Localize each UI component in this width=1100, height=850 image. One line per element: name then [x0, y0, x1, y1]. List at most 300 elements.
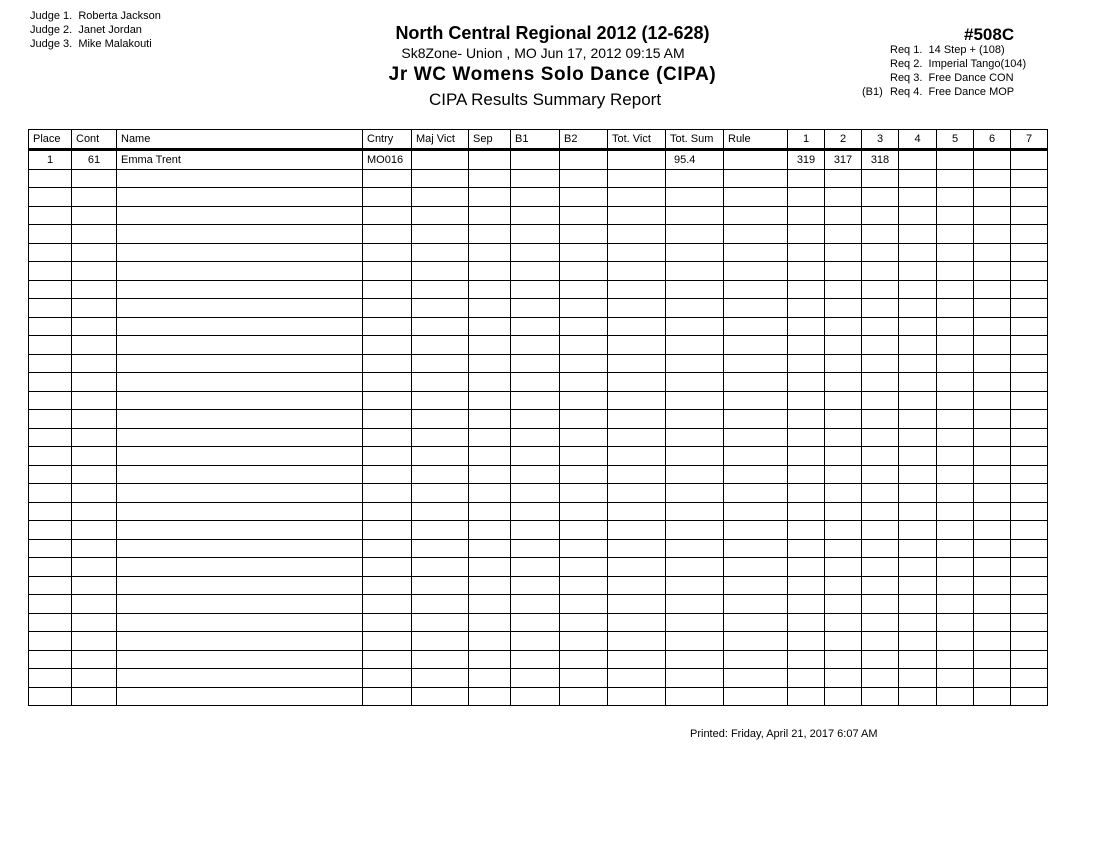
empty-cell	[363, 650, 412, 669]
empty-cell	[937, 317, 974, 336]
empty-cell	[608, 169, 666, 188]
empty-cell	[469, 188, 511, 207]
table-row-empty	[29, 502, 1048, 521]
empty-cell	[608, 484, 666, 503]
col-judge-6: 6	[974, 130, 1011, 150]
table-row-empty	[29, 632, 1048, 651]
empty-cell	[511, 225, 560, 244]
empty-cell	[363, 465, 412, 484]
empty-cell	[825, 650, 862, 669]
empty-cell	[117, 391, 363, 410]
empty-cell	[29, 521, 72, 540]
empty-cell	[974, 669, 1011, 688]
empty-cell	[511, 447, 560, 466]
empty-cell	[469, 206, 511, 225]
empty-cell	[412, 225, 469, 244]
empty-cell	[899, 336, 937, 355]
empty-cell	[608, 354, 666, 373]
empty-cell	[862, 502, 899, 521]
empty-cell	[72, 465, 117, 484]
empty-cell	[412, 502, 469, 521]
table-row-empty	[29, 225, 1048, 244]
empty-cell	[117, 687, 363, 706]
empty-cell	[363, 576, 412, 595]
empty-cell	[511, 613, 560, 632]
empty-cell	[560, 447, 608, 466]
empty-cell	[1011, 632, 1048, 651]
empty-cell	[469, 428, 511, 447]
cell-place: 1	[29, 150, 72, 170]
empty-cell	[724, 502, 788, 521]
empty-cell	[788, 650, 825, 669]
empty-cell	[666, 576, 724, 595]
empty-cell	[117, 243, 363, 262]
cell-judge-1: 319	[788, 150, 825, 170]
requirement-4: (B1) Req 4. Free Dance MOP	[862, 86, 1015, 98]
empty-cell	[412, 391, 469, 410]
requirement-2: Req 2. Imperial Tango(104)	[890, 58, 1027, 70]
empty-cell	[560, 484, 608, 503]
empty-cell	[666, 206, 724, 225]
empty-cell	[363, 428, 412, 447]
empty-cell	[29, 336, 72, 355]
empty-cell	[899, 391, 937, 410]
col-judge-3: 3	[862, 130, 899, 150]
empty-cell	[412, 687, 469, 706]
empty-cell	[1011, 447, 1048, 466]
empty-cell	[1011, 336, 1048, 355]
empty-cell	[363, 299, 412, 318]
empty-cell	[608, 428, 666, 447]
judge-2: Judge 2. Janet Jordan	[30, 24, 142, 36]
empty-cell	[469, 576, 511, 595]
empty-cell	[825, 595, 862, 614]
empty-cell	[560, 558, 608, 577]
empty-cell	[72, 391, 117, 410]
empty-cell	[862, 262, 899, 281]
empty-cell	[862, 558, 899, 577]
empty-cell	[72, 613, 117, 632]
cell-judge-5	[937, 150, 974, 170]
empty-cell	[412, 447, 469, 466]
empty-cell	[724, 687, 788, 706]
empty-cell	[862, 336, 899, 355]
table-row-empty	[29, 650, 1048, 669]
empty-cell	[724, 280, 788, 299]
empty-cell	[788, 669, 825, 688]
empty-cell	[974, 613, 1011, 632]
empty-cell	[1011, 687, 1048, 706]
empty-cell	[724, 354, 788, 373]
table-row-empty	[29, 354, 1048, 373]
empty-cell	[862, 595, 899, 614]
empty-cell	[937, 243, 974, 262]
empty-cell	[117, 576, 363, 595]
empty-cell	[560, 613, 608, 632]
empty-cell	[469, 336, 511, 355]
empty-cell	[937, 595, 974, 614]
empty-cell	[899, 576, 937, 595]
empty-cell	[117, 521, 363, 540]
empty-cell	[117, 373, 363, 392]
empty-cell	[72, 484, 117, 503]
requirements-list	[862, 43, 1026, 99]
empty-cell	[666, 613, 724, 632]
empty-cell	[608, 595, 666, 614]
empty-cell	[974, 465, 1011, 484]
empty-cell	[937, 539, 974, 558]
empty-cell	[899, 484, 937, 503]
empty-cell	[825, 502, 862, 521]
empty-cell	[899, 206, 937, 225]
empty-cell	[666, 687, 724, 706]
empty-cell	[974, 225, 1011, 244]
empty-cell	[117, 206, 363, 225]
empty-cell	[511, 576, 560, 595]
empty-cell	[724, 447, 788, 466]
cell-cont: 61	[72, 150, 117, 170]
empty-cell	[29, 206, 72, 225]
empty-cell	[560, 354, 608, 373]
empty-cell	[788, 558, 825, 577]
empty-cell	[72, 669, 117, 688]
empty-cell	[899, 558, 937, 577]
table-row-empty	[29, 262, 1048, 281]
empty-cell	[29, 428, 72, 447]
empty-cell	[560, 428, 608, 447]
empty-cell	[560, 225, 608, 244]
empty-cell	[29, 280, 72, 299]
empty-cell	[469, 410, 511, 429]
table-row-empty	[29, 484, 1048, 503]
empty-cell	[724, 595, 788, 614]
empty-cell	[899, 447, 937, 466]
empty-cell	[974, 299, 1011, 318]
col-judge-1: 1	[788, 130, 825, 150]
empty-cell	[825, 521, 862, 540]
cell-judge-2: 317	[825, 150, 862, 170]
col-cntry: Cntry	[363, 130, 412, 150]
empty-cell	[72, 225, 117, 244]
col-tot-vict: Tot. Vict	[608, 130, 666, 150]
judge-3: Judge 3. Mike Malakouti	[30, 38, 152, 50]
empty-cell	[511, 428, 560, 447]
empty-cell	[862, 410, 899, 429]
empty-cell	[469, 465, 511, 484]
empty-cell	[608, 502, 666, 521]
empty-cell	[825, 410, 862, 429]
empty-cell	[899, 465, 937, 484]
empty-cell	[412, 336, 469, 355]
empty-cell	[788, 576, 825, 595]
empty-cell	[511, 206, 560, 225]
empty-cell	[608, 632, 666, 651]
cell-judge-4	[899, 150, 937, 170]
col-judge-7: 7	[1011, 130, 1048, 150]
empty-cell	[666, 317, 724, 336]
empty-cell	[825, 299, 862, 318]
empty-cell	[511, 243, 560, 262]
empty-cell	[560, 632, 608, 651]
empty-cell	[363, 447, 412, 466]
empty-cell	[1011, 595, 1048, 614]
empty-cell	[412, 188, 469, 207]
empty-cell	[825, 558, 862, 577]
empty-cell	[825, 280, 862, 299]
empty-cell	[72, 373, 117, 392]
empty-cell	[862, 687, 899, 706]
empty-cell	[608, 188, 666, 207]
empty-cell	[117, 410, 363, 429]
empty-cell	[608, 558, 666, 577]
empty-cell	[724, 558, 788, 577]
empty-cell	[724, 539, 788, 558]
empty-cell	[788, 206, 825, 225]
empty-cell	[469, 391, 511, 410]
empty-cell	[511, 317, 560, 336]
empty-cell	[862, 354, 899, 373]
empty-cell	[412, 410, 469, 429]
empty-cell	[1011, 262, 1048, 281]
empty-cell	[937, 225, 974, 244]
empty-cell	[469, 447, 511, 466]
empty-cell	[899, 502, 937, 521]
empty-cell	[974, 650, 1011, 669]
empty-cell	[899, 280, 937, 299]
empty-cell	[937, 521, 974, 540]
empty-cell	[1011, 502, 1048, 521]
empty-cell	[974, 262, 1011, 281]
empty-cell	[560, 280, 608, 299]
empty-cell	[937, 391, 974, 410]
empty-cell	[724, 225, 788, 244]
empty-cell	[560, 262, 608, 281]
empty-cell	[724, 613, 788, 632]
col-tot-sum: Tot. Sum	[666, 130, 724, 150]
empty-cell	[363, 225, 412, 244]
empty-cell	[412, 243, 469, 262]
empty-cell	[72, 539, 117, 558]
empty-cell	[560, 576, 608, 595]
empty-cell	[117, 336, 363, 355]
empty-cell	[724, 632, 788, 651]
empty-cell	[825, 354, 862, 373]
empty-cell	[608, 206, 666, 225]
empty-cell	[29, 391, 72, 410]
empty-cell	[937, 465, 974, 484]
table-row-empty	[29, 595, 1048, 614]
empty-cell	[937, 669, 974, 688]
empty-cell	[363, 354, 412, 373]
table-row-empty	[29, 521, 1048, 540]
empty-cell	[724, 650, 788, 669]
empty-cell	[363, 373, 412, 392]
empty-cell	[862, 243, 899, 262]
empty-cell	[412, 280, 469, 299]
empty-cell	[117, 595, 363, 614]
empty-cell	[666, 484, 724, 503]
empty-cell	[469, 354, 511, 373]
empty-cell	[1011, 576, 1048, 595]
empty-cell	[825, 428, 862, 447]
empty-cell	[788, 687, 825, 706]
empty-cell	[72, 650, 117, 669]
empty-cell	[117, 317, 363, 336]
empty-cell	[724, 262, 788, 281]
empty-cell	[560, 539, 608, 558]
table-row-empty	[29, 410, 1048, 429]
col-judge-5: 5	[937, 130, 974, 150]
empty-cell	[788, 391, 825, 410]
empty-cell	[1011, 354, 1048, 373]
empty-cell	[899, 410, 937, 429]
empty-cell	[666, 262, 724, 281]
empty-cell	[72, 243, 117, 262]
empty-cell	[974, 206, 1011, 225]
empty-cell	[666, 299, 724, 318]
empty-cell	[560, 243, 608, 262]
empty-cell	[937, 373, 974, 392]
empty-cell	[511, 650, 560, 669]
empty-cell	[608, 225, 666, 244]
empty-cell	[666, 336, 724, 355]
empty-cell	[72, 632, 117, 651]
empty-cell	[72, 687, 117, 706]
empty-cell	[1011, 225, 1048, 244]
cell-name: Emma Trent	[117, 150, 363, 170]
empty-cell	[469, 169, 511, 188]
empty-cell	[862, 373, 899, 392]
empty-cell	[511, 188, 560, 207]
empty-cell	[29, 262, 72, 281]
empty-cell	[862, 650, 899, 669]
report-title: CIPA Results Summary Report	[428, 90, 662, 109]
empty-cell	[937, 188, 974, 207]
empty-cell	[560, 373, 608, 392]
table-row-empty	[29, 391, 1048, 410]
empty-cell	[469, 595, 511, 614]
table-row-empty	[29, 317, 1048, 336]
empty-cell	[666, 354, 724, 373]
empty-cell	[29, 595, 72, 614]
printed-timestamp: Printed: Friday, April 21, 2017 6:07 AM	[690, 728, 878, 740]
empty-cell	[788, 225, 825, 244]
empty-cell	[899, 354, 937, 373]
empty-cell	[899, 650, 937, 669]
empty-cell	[560, 410, 608, 429]
empty-cell	[899, 521, 937, 540]
table-row-empty	[29, 428, 1048, 447]
col-maj-vict: Maj Vict	[412, 130, 469, 150]
empty-cell	[974, 632, 1011, 651]
empty-cell	[363, 206, 412, 225]
empty-cell	[788, 299, 825, 318]
empty-cell	[72, 558, 117, 577]
empty-cell	[608, 539, 666, 558]
empty-cell	[862, 539, 899, 558]
empty-cell	[974, 447, 1011, 466]
empty-cell	[788, 428, 825, 447]
empty-cell	[469, 317, 511, 336]
empty-cell	[825, 484, 862, 503]
empty-cell	[937, 613, 974, 632]
empty-cell	[825, 613, 862, 632]
empty-cell	[363, 632, 412, 651]
empty-cell	[862, 632, 899, 651]
empty-cell	[469, 613, 511, 632]
empty-cell	[412, 317, 469, 336]
empty-cell	[469, 539, 511, 558]
table-row-empty	[29, 243, 1048, 262]
empty-cell	[608, 373, 666, 392]
empty-cell	[511, 484, 560, 503]
empty-cell	[899, 373, 937, 392]
empty-cell	[511, 558, 560, 577]
empty-cell	[511, 632, 560, 651]
empty-cell	[511, 373, 560, 392]
table-row-empty	[29, 465, 1048, 484]
empty-cell	[724, 521, 788, 540]
empty-cell	[412, 262, 469, 281]
empty-cell	[724, 391, 788, 410]
empty-cell	[1011, 465, 1048, 484]
empty-cell	[363, 687, 412, 706]
empty-cell	[72, 354, 117, 373]
empty-cell	[974, 595, 1011, 614]
empty-cell	[788, 613, 825, 632]
empty-cell	[1011, 391, 1048, 410]
empty-cell	[788, 317, 825, 336]
judge-1: Judge 1. Roberta Jackson	[30, 10, 161, 22]
empty-cell	[469, 558, 511, 577]
empty-cell	[937, 280, 974, 299]
empty-cell	[937, 484, 974, 503]
empty-cell	[862, 428, 899, 447]
event-title: Jr WC Womens Solo Dance (CIPA)	[388, 64, 717, 85]
empty-cell	[412, 299, 469, 318]
empty-cell	[72, 410, 117, 429]
empty-cell	[1011, 243, 1048, 262]
empty-cell	[788, 632, 825, 651]
col-b1: B1	[511, 130, 560, 150]
table-row	[29, 150, 1048, 170]
empty-cell	[825, 373, 862, 392]
empty-cell	[724, 428, 788, 447]
empty-cell	[788, 280, 825, 299]
empty-cell	[117, 613, 363, 632]
empty-cell	[937, 576, 974, 595]
empty-cell	[788, 262, 825, 281]
empty-cell	[117, 539, 363, 558]
empty-cell	[788, 521, 825, 540]
empty-cell	[608, 669, 666, 688]
empty-cell	[862, 188, 899, 207]
empty-cell	[363, 502, 412, 521]
empty-cell	[29, 225, 72, 244]
empty-cell	[363, 243, 412, 262]
empty-cell	[825, 687, 862, 706]
empty-cell	[937, 650, 974, 669]
table-row-empty	[29, 169, 1048, 188]
empty-cell	[29, 632, 72, 651]
empty-cell	[937, 502, 974, 521]
empty-cell	[862, 484, 899, 503]
empty-cell	[412, 650, 469, 669]
empty-cell	[974, 558, 1011, 577]
empty-cell	[788, 354, 825, 373]
empty-cell	[412, 373, 469, 392]
empty-cell	[363, 539, 412, 558]
